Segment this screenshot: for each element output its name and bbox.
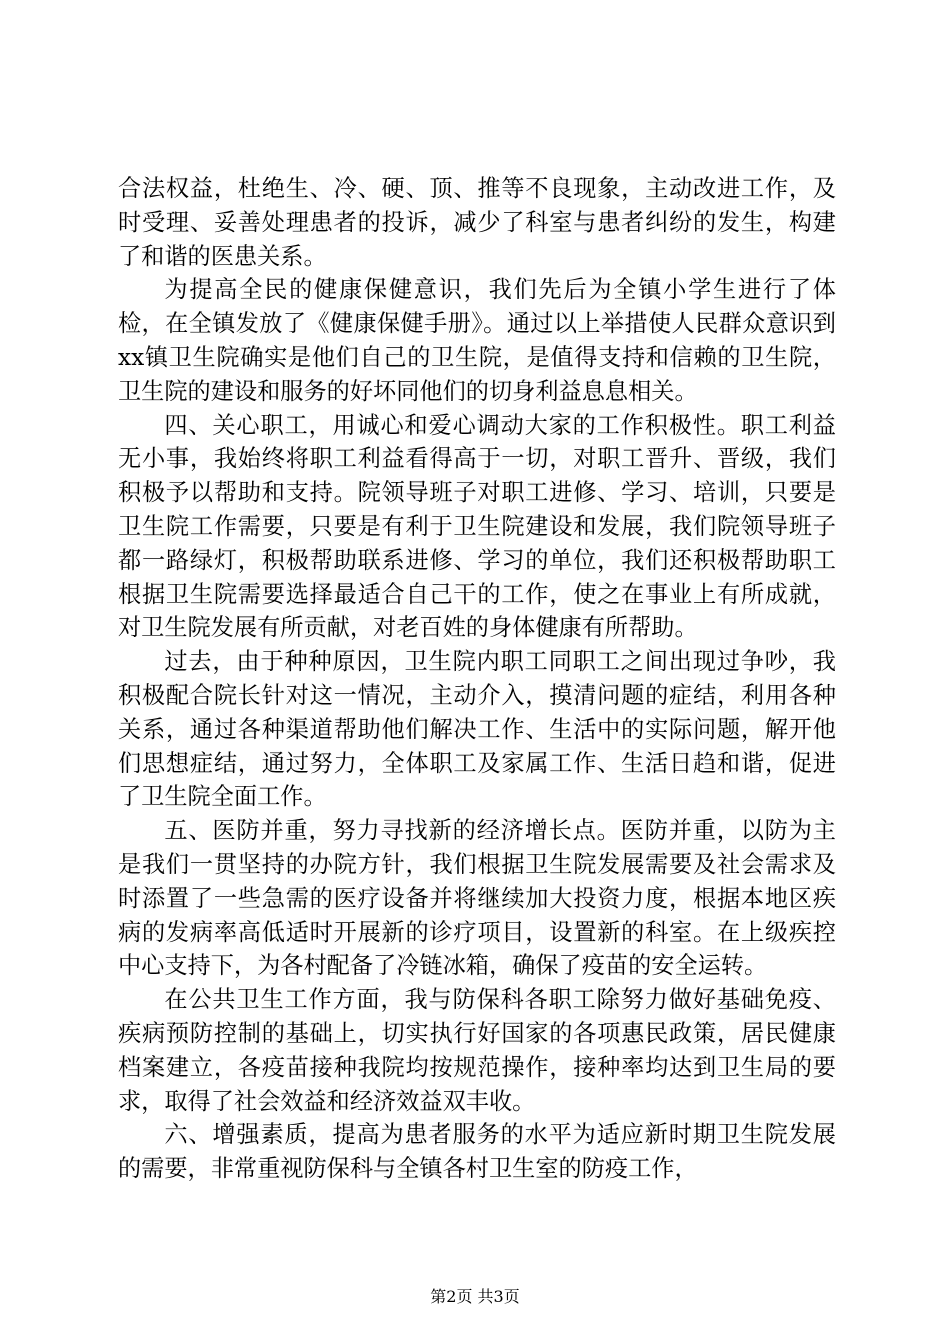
page-number-label: 第2页 共3页 — [430, 1287, 520, 1306]
paragraph-3: 四、关心职工，用诚心和爱心调动大家的工作积极性。职工利益无小事，我始终将职工利益看得高于一切，对职工晋升、晋级，我们积极予以帮助和支持。院领导班子对职工进修、学习、培训，只要是卫生院工作需要，只要是有利于卫生院建设和发展，我们院领导班子都一路绿灯，积极帮助联系进修、学习的单位，我们还积极帮助职工根据卫生院需要选择最适合自己干的工作，使之在事业上有所成就，对卫生院发展有所贡献，对老百姓的身体健康有所帮助。 — [118, 411, 836, 642]
page-footer — [0, 1287, 950, 1307]
paragraph-4: 过去，由于种种原因，卫生院内职工同职工之间出现过争吵，我积极配合院长针对这一情况，主动介入，摸清问题的症结，利用各种关系，通过各种渠道帮助他们解决工作、生活中的实际问题，解开他们思想症结，通过努力，全体职工及家属工作、生活日趋和谐，促进了卫生院全面工作。 — [118, 648, 836, 811]
paragraph-6: 在公共卫生工作方面，我与防保科各职工除努力做好基础免疫、疾病预防控制的基础上，切实执行好国家的各项惠民政策，居民健康档案建立，各疫苗接种我院均按规范操作，接种率均达到卫生局的要求，取得了社会效益和经济效益双丰收。 — [118, 986, 836, 1115]
document-body — [118, 172, 836, 1186]
paragraph-7: 六、增强素质，提高为患者服务的水平为适应新时期卫生院发展的需要，非常重视防保科与全镇各村卫生室的防疫工作， — [118, 1121, 836, 1183]
paragraph-1: 合法权益，杜绝生、冷、硬、顶、推等不良现象，主动改进工作，及时受理、妥善处理患者的投诉，减少了科室与患者纠纷的发生，构建了和谐的医患关系。 — [118, 175, 836, 270]
paragraph-5: 五、医防并重，努力寻找新的经济增长点。医防并重，以防为主是我们一贯坚持的办院方针，我们根据卫生院发展需要及社会需求及时添置了一些急需的医疗设备并将继续加大投资力度，根据本地区疾病的发病率高低适时开展新的诊疗项目，设置新的科室。在上级疾控中心支持下，为各村配备了冷链冰箱，确保了疫苗的安全运转。 — [118, 817, 836, 980]
paragraph-2: 为提高全民的健康保健意识，我们先后为全镇小学生进行了体检，在全镇发放了《健康保健手册》。通过以上举措使人民群众意识到xx镇卫生院确实是他们自己的卫生院，是值得支持和信赖的卫生院，卫生院的建设和服务的好坏同他们的切身利益息息相关。 — [118, 276, 836, 405]
